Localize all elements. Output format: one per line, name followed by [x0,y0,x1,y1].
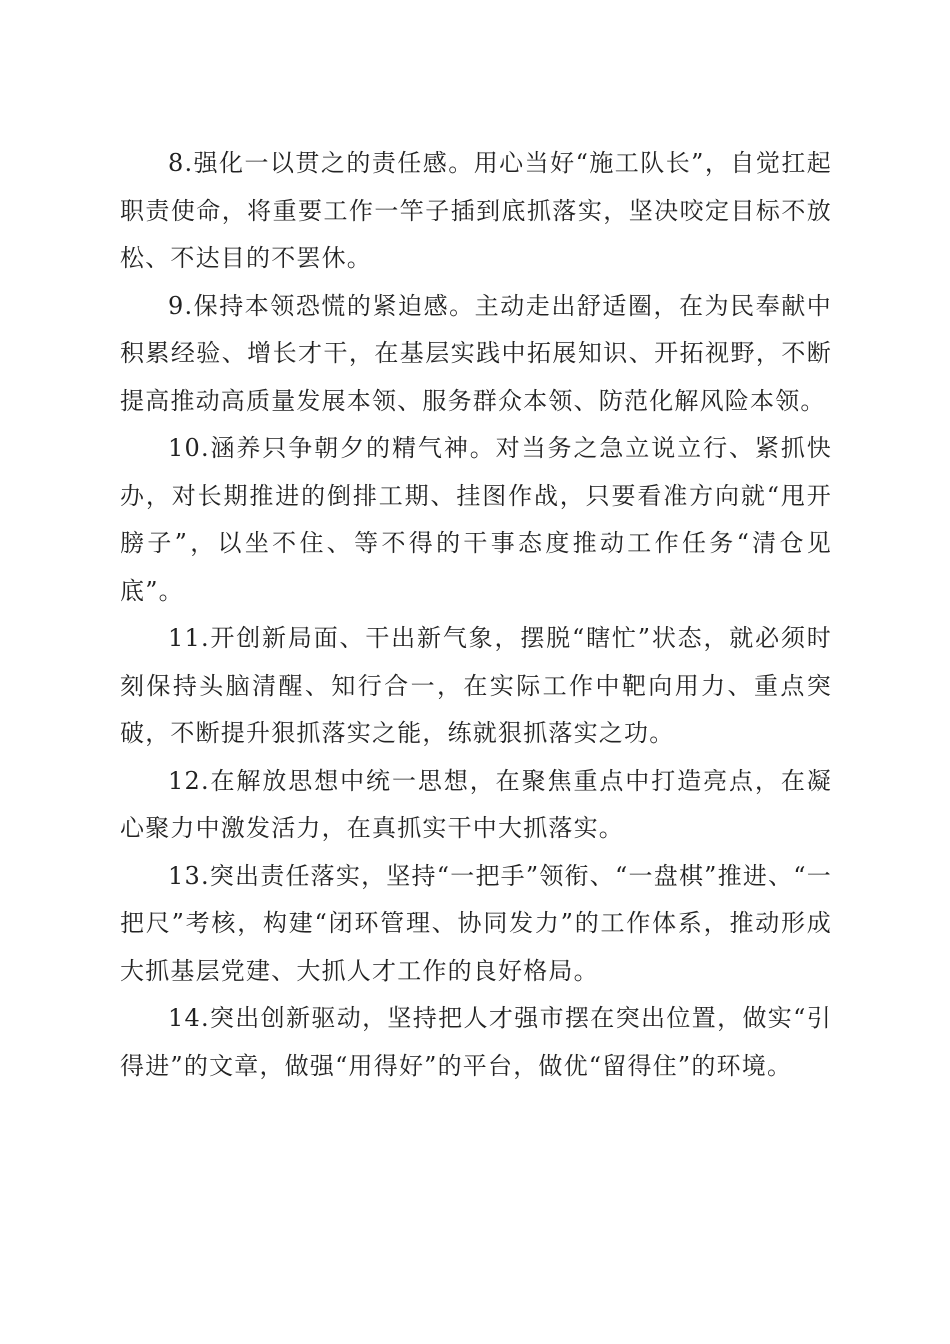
paragraph-14: 14.突出创新驱动，坚持把人才强市摆在突出位置，做实“引得进”的文章，做强“用得好”的平台，做优“留得住”的环境。 [120,1004,832,1080]
paragraph-13: 13.突出责任落实，坚持“一把手”领衔、“一盘棋”推进、“一把尺”考核，构建“闭环管理、协同发力”的工作体系，推动形成大抓基层党建、大抓人才工作的良好格局。 [120,861,832,985]
paragraph-10: 10.涵养只争朝夕的精气神。对当务之急立说立行、紧抓快办，对长期推进的倒排工期、挂图作战，只要看准方向就“甩开膀子”，以坐不住、等不得的干事态度推动工作任务“清仓见底”。 [120,434,832,605]
paragraph-9: 9.保持本领恐慌的紧迫感。主动走出舒适圈，在为民奉献中积累经验、增长才干，在基层实践中拓展知识、开拓视野，不断提高推动高质量发展本领、服务群众本领、防范化解风险本领。 [120,291,832,415]
document-body [120,140,832,1090]
paragraph-8: 8.强化一以贯之的责任感。用心当好“施工队长”，自觉扛起职责使命，将重要工作一竿子插到底抓落实，坚决咬定目标不放松、不达目的不罢休。 [120,149,832,272]
paragraph-12: 12.在解放思想中统一思想，在聚焦重点中打造亮点，在凝心聚力中激发活力，在真抓实干中大抓落实。 [120,766,832,842]
paragraph-11: 11.开创新局面、干出新气象，摆脱“瞎忙”状态，就必须时刻保持头脑清醒、知行合一，在实际工作中靶向用力、重点突破，不断提升狠抓落实之能，练就狠抓落实之功。 [120,624,832,747]
